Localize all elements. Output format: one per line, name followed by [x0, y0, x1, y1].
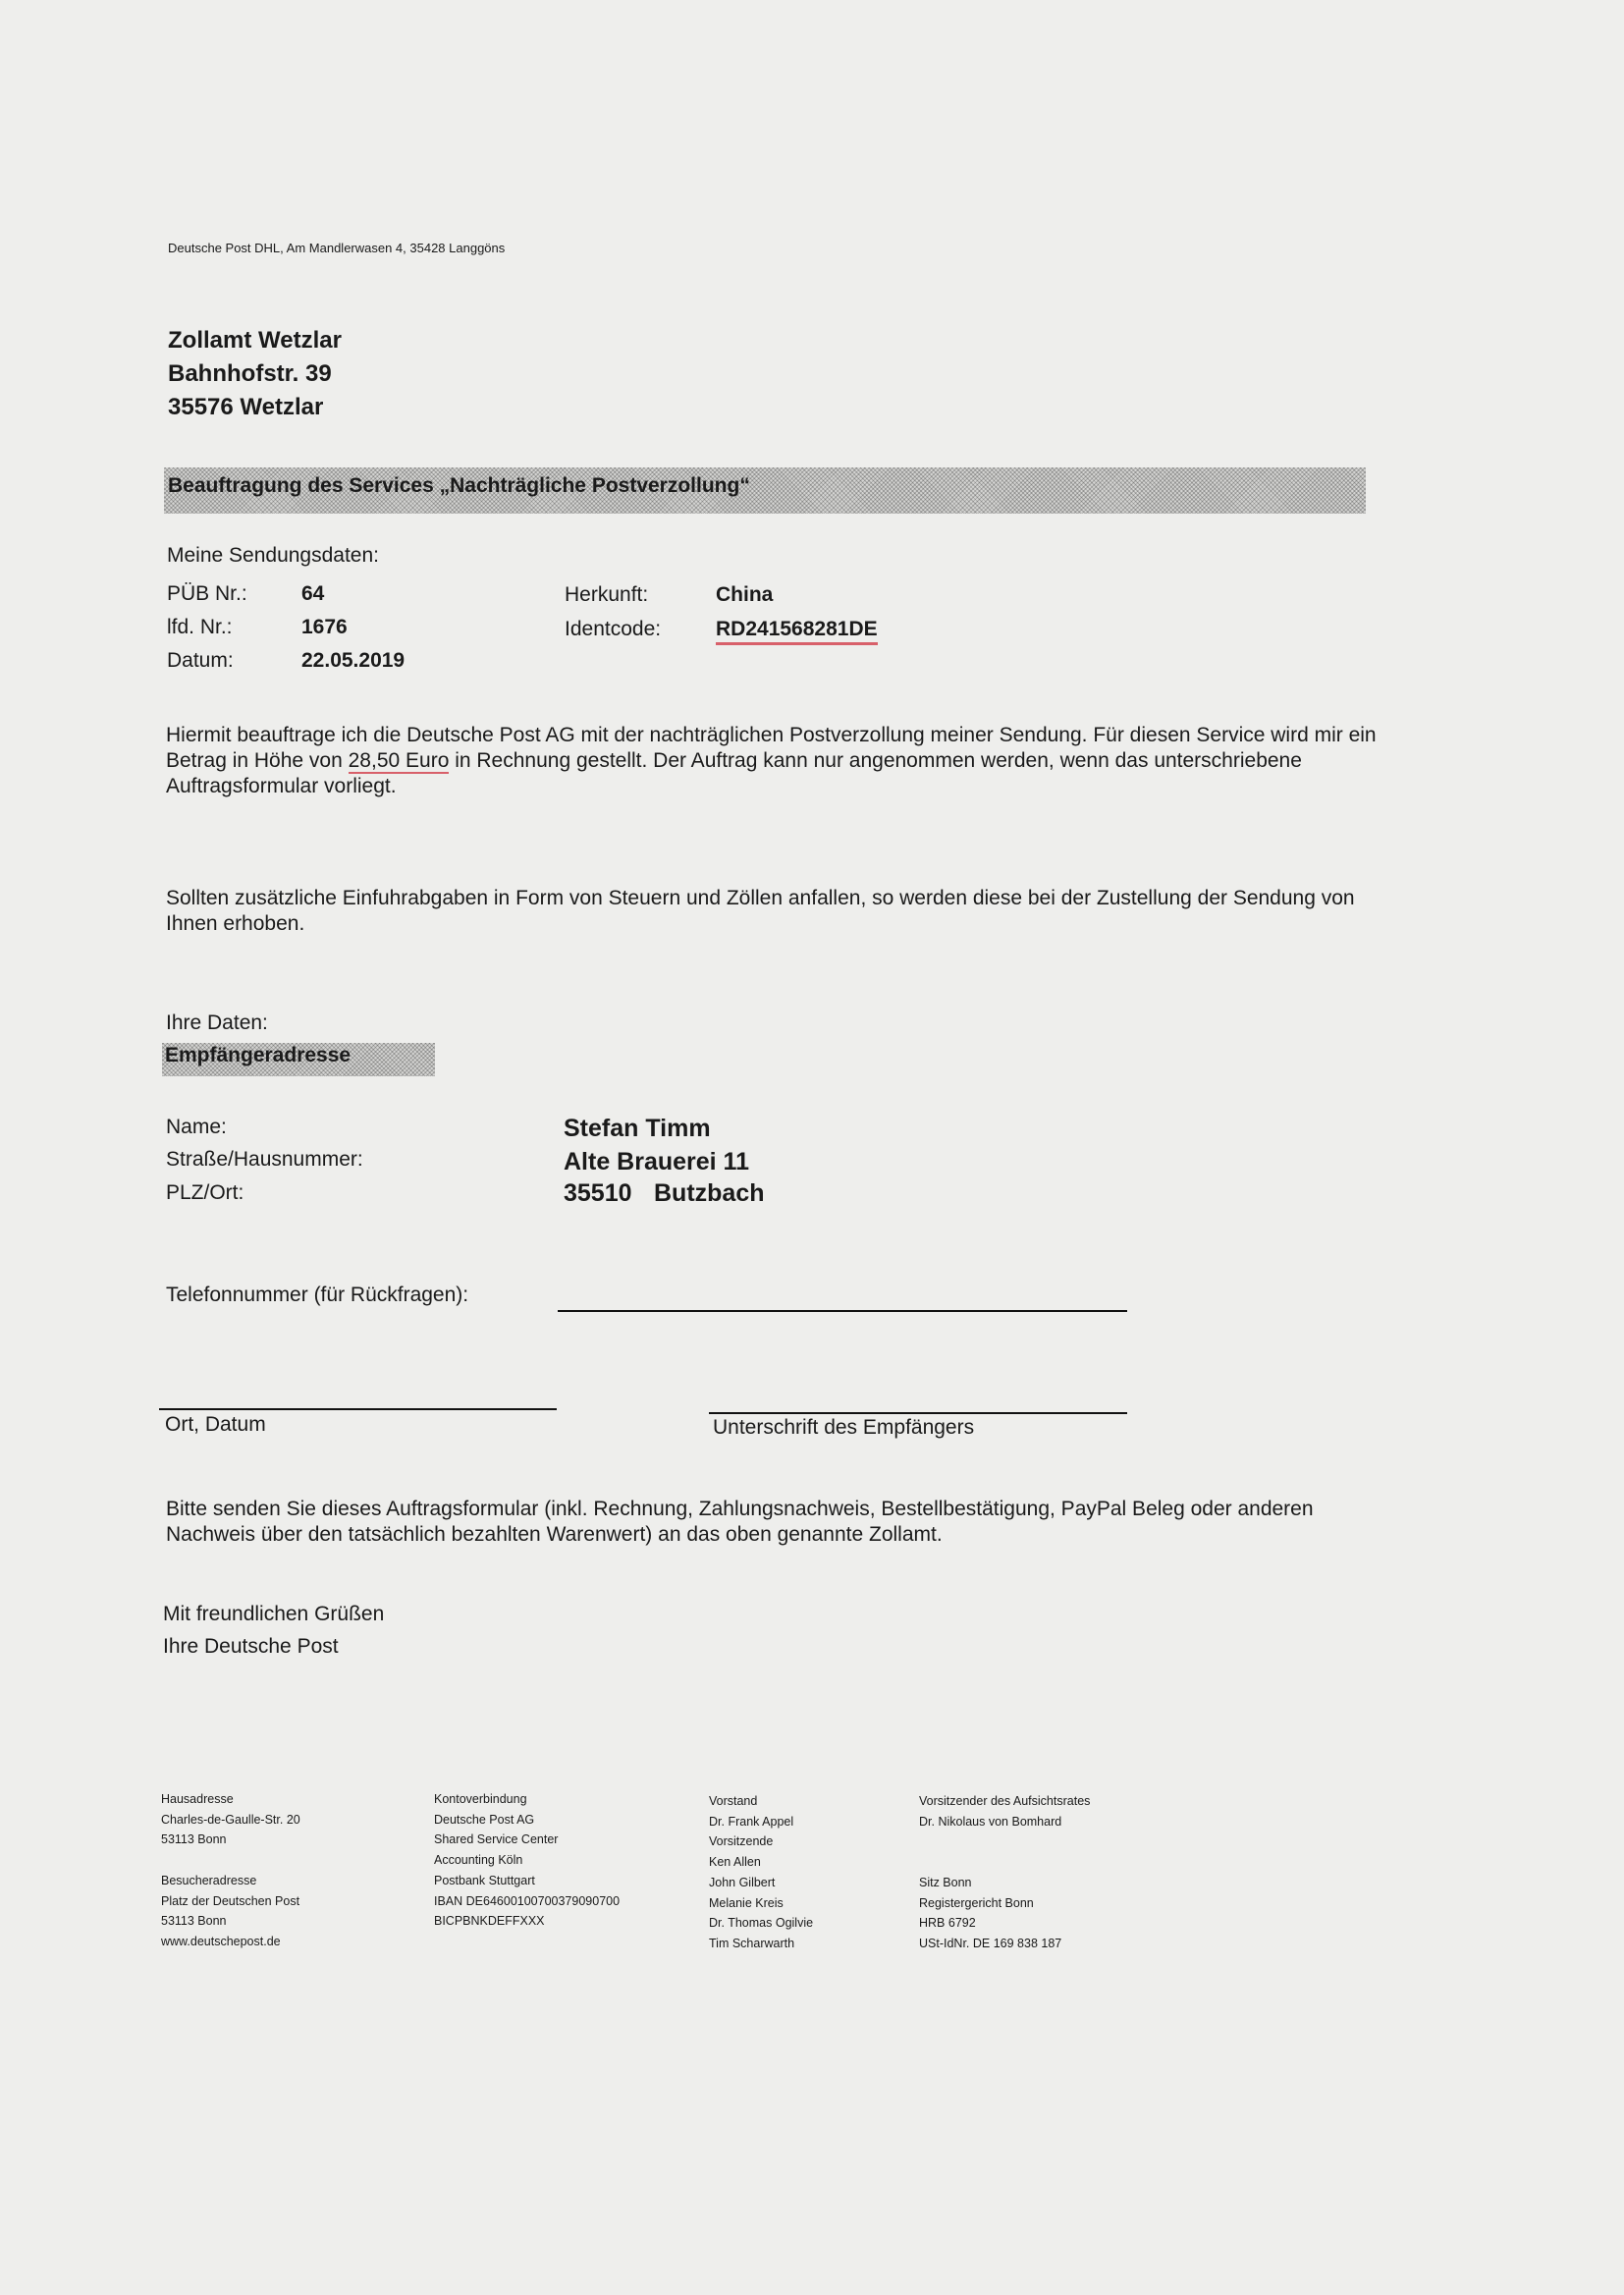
- footer-line: Melanie Kreis: [709, 1895, 784, 1910]
- place-date-line[interactable]: [159, 1408, 557, 1410]
- paragraph-order-part2: in Rechnung gestellt. Der Auftrag kann nur angenommen werden, wenn das unterschriebene Auftragsformular vorliegt.: [166, 749, 1302, 797]
- footer-line: HRB 6792: [919, 1916, 976, 1931]
- recipient-address: [168, 324, 342, 424]
- footer-line: Charles-de-Gaulle-Str. 20: [161, 1812, 300, 1827]
- zip-value: 35510: [564, 1179, 632, 1207]
- footer-line: Dr. Nikolaus von Bomhard: [919, 1814, 1062, 1829]
- city-value: Butzbach: [654, 1179, 765, 1207]
- origin-label: Herkunft:: [565, 583, 649, 606]
- footer-line: Postbank Stuttgart: [434, 1873, 535, 1887]
- footer-col-bank: [434, 1789, 620, 1932]
- footer-line: Ken Allen: [709, 1855, 761, 1870]
- your-data-heading: Ihre Daten:: [166, 1011, 268, 1034]
- closing-greeting: Mit freundlichen Grüßen: [163, 1603, 385, 1625]
- origin-value: China: [716, 583, 774, 606]
- shipment-heading: Meine Sendungsdaten:: [167, 544, 379, 567]
- footer-line: Vorsitzender des Aufsichtsrates: [919, 1794, 1091, 1808]
- sender-line: Deutsche Post DHL, Am Mandlerwasen 4, 35428 Langgöns: [168, 241, 506, 255]
- paragraph-order: [166, 723, 1393, 799]
- footer-line: [919, 1852, 1090, 1873]
- footer-line: Kontoverbindung: [434, 1792, 527, 1806]
- signature-line[interactable]: [709, 1412, 1127, 1414]
- date-value: 22.05.2019: [301, 649, 406, 672]
- footer-line: Vorsitzende: [709, 1834, 774, 1849]
- footer-line: Hausadresse: [161, 1792, 234, 1806]
- footer-line: Platz der Deutschen Post: [161, 1893, 300, 1908]
- footer-bic: BICPBNKDEFFXXX: [434, 1914, 545, 1929]
- name-label: Name:: [166, 1116, 227, 1138]
- closing-signature: Ihre Deutsche Post: [163, 1635, 339, 1658]
- footer-vat-id: USt-IdNr. DE 169 838 187: [919, 1936, 1062, 1950]
- footer-line: Sitz Bonn: [919, 1875, 972, 1889]
- footer-col-board: [709, 1791, 813, 1954]
- recipient-name: Zollamt Wetzlar: [168, 327, 342, 354]
- footer-line: Besucheradresse: [161, 1873, 257, 1887]
- lfd-value: 1676: [301, 616, 348, 638]
- signature-label: Unterschrift des Empfängers: [713, 1416, 975, 1439]
- footer-line: 53113 Bonn: [161, 1914, 227, 1929]
- pueb-label: PÜB Nr.:: [167, 582, 247, 605]
- footer-line: Registergericht Bonn: [919, 1895, 1034, 1910]
- footer-website: www.deutschepost.de: [161, 1934, 281, 1948]
- footer-line: Deutsche Post AG: [434, 1812, 535, 1827]
- pueb-value: 64: [301, 582, 325, 605]
- phone-input-line[interactable]: [558, 1310, 1127, 1312]
- service-amount: 28,50 Euro: [348, 749, 450, 772]
- paragraph-order-part1: Hiermit beauftrage ich die Deutsche Post AG mit der nachträglichen Postverzollung meiner Sendung. Für diesen Service wird mir ein Betrag in Höhe von: [166, 724, 1377, 772]
- paragraph-instructions: Bitte senden Sie dieses Auftragsformular (inkl. Rechnung, Zahlungsnachweis, Bestellbestätigung, PayPal Beleg oder anderen Nachweis über den tatsächlich bezahlten Warenwert) an das oben genannte Zollamt.: [166, 1498, 1314, 1546]
- name-value: Stefan Timm: [564, 1115, 711, 1142]
- recipient-address-label: Empfängeradresse: [165, 1044, 352, 1066]
- footer-col-supervisory: [919, 1791, 1090, 1954]
- place-date-label: Ort, Datum: [165, 1413, 266, 1436]
- ident-label: Identcode:: [565, 618, 662, 640]
- recipient-city: 35576 Wetzlar: [168, 394, 324, 420]
- recipient-street: Bahnhofstr. 39: [168, 360, 332, 387]
- footer-line: Shared Service Center: [434, 1832, 559, 1847]
- footer-iban: IBAN DE64600100700379090700: [434, 1893, 621, 1908]
- footer-line: [161, 1850, 300, 1871]
- footer-line: Dr. Frank Appel: [709, 1814, 794, 1829]
- city-label: PLZ/Ort:: [166, 1181, 244, 1204]
- phone-label: Telefonnummer (für Rückfragen):: [166, 1284, 469, 1306]
- footer-line: 53113 Bonn: [161, 1832, 227, 1847]
- ident-code: RD241568281DE: [716, 618, 878, 645]
- date-label: Datum:: [167, 649, 234, 672]
- street-value: Alte Brauerei 11: [564, 1148, 749, 1175]
- subject-title: Beauftragung des Services „Nachträgliche Postverzollung“: [168, 474, 750, 497]
- lfd-label: lfd. Nr.:: [167, 616, 233, 638]
- footer-col-address: [161, 1789, 300, 1952]
- footer-line: Accounting Köln: [434, 1853, 523, 1868]
- footer-line: Dr. Thomas Ogilvie: [709, 1916, 814, 1931]
- street-label: Straße/Hausnummer:: [166, 1148, 363, 1171]
- paragraph-taxes: Sollten zusätzliche Einfuhrabgaben in Form von Steuern und Zöllen anfallen, so werden diese bei der Zustellung der Sendung von Ihnen erhoben.: [166, 887, 1355, 935]
- footer-line: John Gilbert: [709, 1875, 776, 1889]
- footer-line: Vorstand: [709, 1794, 758, 1808]
- footer-line: [919, 1831, 1090, 1852]
- footer-line: Tim Scharwarth: [709, 1936, 795, 1950]
